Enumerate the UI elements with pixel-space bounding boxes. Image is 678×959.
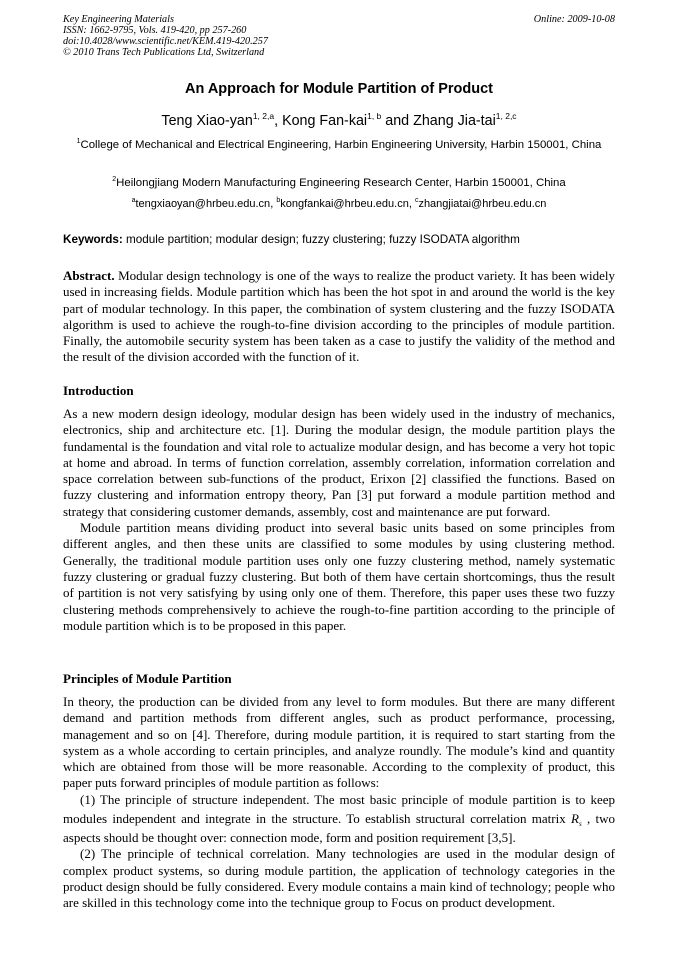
- section-heading-principles: Principles of Module Partition: [63, 671, 232, 686]
- email-separator: ,: [408, 198, 415, 210]
- matrix-symbol-subscript: s: [578, 820, 582, 829]
- abstract-text: Modular design technology is one of the ways to realize the product variety. It has been widely used in increasing fields. Module partition which has been the hot spot in and around the world is the key part of modular technology. In this paper, the combination of system clustering and the fuzzy ISODATA algorithm is used to achieve the rough-to-fine division according to the principles of module partition. Finally, the automobile security system has been taken as a case to justify the validity of the method and the result of the division accorded with the function of it.: [63, 268, 615, 365]
- email-link[interactable]: kongfankai@hrbeu.edu.cn: [280, 198, 409, 210]
- affiliation-text: Heilongjiang Modern Manufacturing Engineering Research Center, Harbin 150001, China: [116, 177, 566, 189]
- author-name: Teng Xiao-yan: [161, 113, 253, 129]
- principle-item-2: (2) The principle of technical correlation. Many technologies are used in the modular design of complex product systems, so during module partition, the application of technology categories in the product design should be fully considered. Every module contains a main kind of technology; people who are skilled in this technology come into the technique group to Focus on product development.: [63, 846, 615, 911]
- email-superscript: a: [131, 197, 136, 204]
- online-date: Online: 2009-10-08: [533, 14, 615, 25]
- author-separator: ,: [274, 113, 283, 129]
- affiliation-superscript: 2: [112, 176, 117, 183]
- principles-body: [63, 694, 615, 912]
- author-superscript: 1, 2,a: [252, 111, 275, 121]
- email-superscript: c: [414, 197, 419, 204]
- journal-header: [63, 14, 268, 58]
- author-separator: and: [381, 113, 414, 129]
- keywords-text: module partition; modular design; fuzzy clustering; fuzzy ISODATA algorithm: [122, 233, 520, 246]
- matrix-symbol-letter: R: [571, 811, 579, 827]
- abstract-label: Abstract.: [63, 268, 115, 283]
- email-link[interactable]: tengxiaoyan@hrbeu.edu.cn: [135, 198, 271, 210]
- email-separator: ,: [270, 198, 277, 210]
- affiliation-superscript: 1: [76, 138, 81, 145]
- paper-title: An Approach for Module Partition of Product: [185, 81, 493, 97]
- author-name: Kong Fan-kai: [282, 113, 368, 129]
- abstract: [63, 268, 615, 366]
- principle-text: (1) The principle of structure independent. The most basic principle of module partition is to keep modules independent and integrate in the structure. To establish structural correlation matrix: [63, 791, 615, 827]
- author-superscript: 1, b: [367, 111, 382, 121]
- author-name: Zhang Jia-tai: [413, 113, 496, 129]
- author-superscript: 1, 2,c: [495, 111, 517, 121]
- paragraph: As a new modern design ideology, modular design has been widely used in the industry of mechanics, electronics, ship and architecture etc. [1]. During the modular design, the module partition plays the fundamental is the foundation and vital role to actualize modular design, and has become a very hot topic at home and abroad. In terms of function correlation, assembly correlation, information correlation and space correlation between sub-functions of the product, Erixon [2] classified the functions. Based on fuzzy clustering and information entropy theory, Pan [3] put forward a module partition method and strategy that considering customer demands, assembly, cost and maintenance are put forward.: [63, 406, 615, 519]
- principle-item-1: [63, 792, 615, 847]
- matrix-symbol: [571, 811, 582, 829]
- keywords: [63, 233, 615, 246]
- email-superscript: b: [276, 197, 281, 204]
- introduction-body: [63, 406, 615, 634]
- affiliation-1: [63, 138, 615, 152]
- author-list: [63, 113, 615, 129]
- section-heading-introduction: Introduction: [63, 383, 134, 398]
- affiliation-2: [63, 176, 615, 190]
- keywords-label: Keywords:: [63, 233, 123, 246]
- paragraph: In theory, the production can be divided from any level to form modules. But there are many different demand and partition methods from different angles, such as product performance, processing, management and so on [4]. Therefore, during module partition, it is required to start starting from the system as a whole according to certain principles, and analyze roundly. The module’s kind and quantity which are obtained from those will be more reasonable. According to the complexity of product, this paper puts forward principles of module partition as follows:: [63, 694, 615, 791]
- journal-name: Key Engineering Materials: [63, 14, 174, 25]
- principle-text: , two aspects should be thought over: connection mode, form and position requirement [3,5].: [63, 811, 616, 846]
- paragraph: Module partition means dividing product into several basic units based on some principles from different angles, and then these units are classified to some modules by using clustering method. Generally, the traditional module partition uses only one fuzzy clustering method, namely systematic fuzzy clustering or gradual fuzzy clustering. But both of them have certain shortcomings, thus the result of partition is not very satisfying by using only one of them. Therefore, this paper uses these two fuzzy clustering methods comprehensively to achieve the rough-to-fine partition according to the principle of module partition which is to be proposed in this paper.: [63, 520, 615, 633]
- issn-line: ISSN: 1662-9795, Vols. 419-420, pp 257-260: [63, 25, 247, 36]
- copyright-line: © 2010 Trans Tech Publications Ltd, Switzerland: [63, 47, 265, 58]
- affiliation-text: College of Mechanical and Electrical Engineering, Harbin Engineering University, Harbin 150001, China: [80, 139, 602, 151]
- email-link[interactable]: zhangjiatai@hrbeu.edu.cn: [418, 198, 547, 210]
- doi-line: doi:10.4028/www.scientific.net/KEM.419-420.257: [63, 36, 268, 47]
- email-list: [63, 197, 615, 211]
